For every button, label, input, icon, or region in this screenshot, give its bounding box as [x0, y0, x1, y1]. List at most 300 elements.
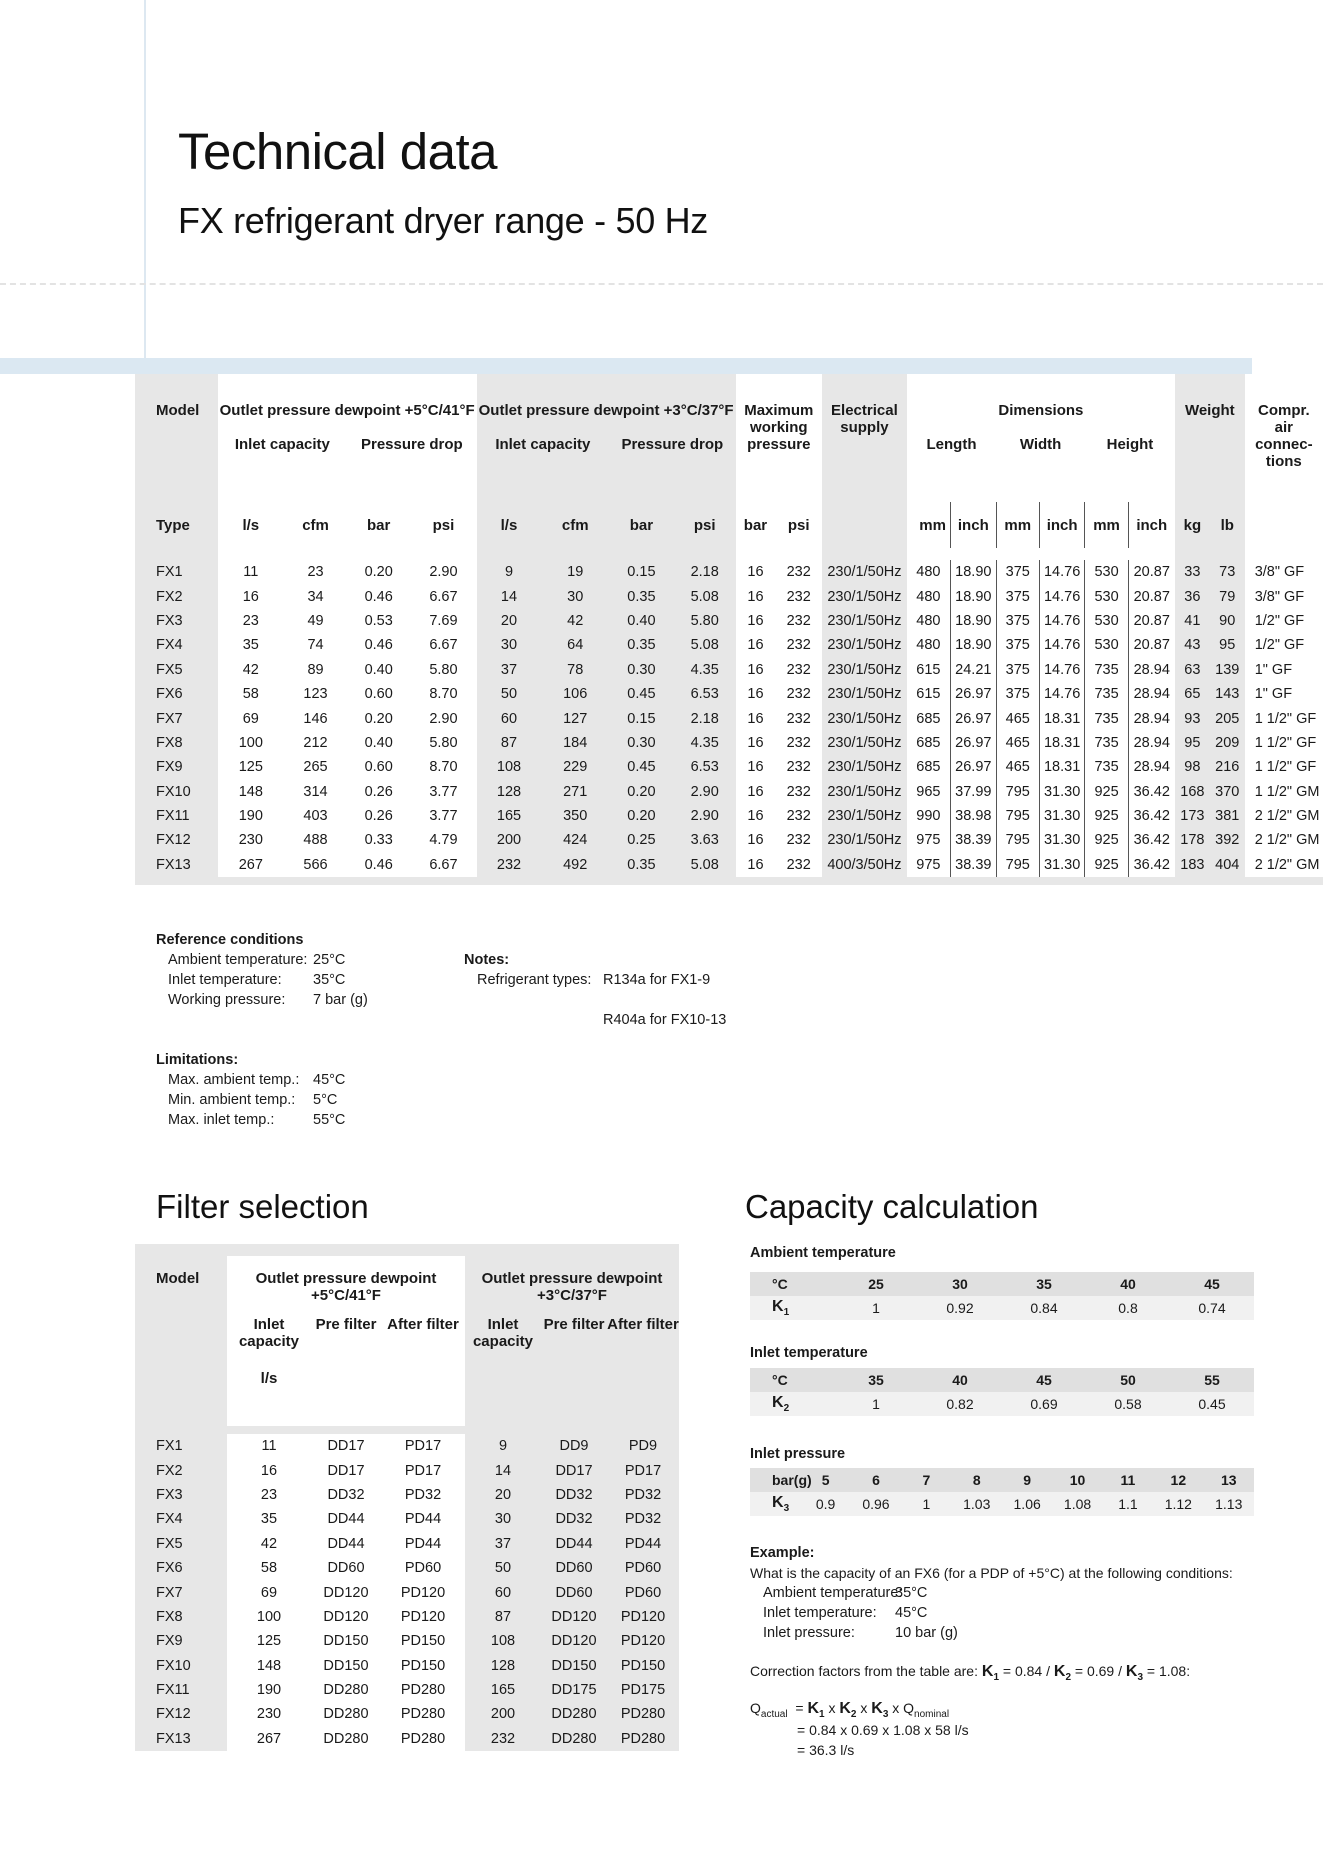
inlet-factor-table: [750, 1368, 1254, 1416]
data-cell: 5.80: [410, 731, 476, 755]
data-cell: 0.20: [609, 804, 674, 828]
data-cell: 3/8" GF: [1245, 560, 1323, 584]
data-cell: 20.87: [1128, 609, 1175, 633]
data-cell: 20: [465, 1483, 541, 1507]
data-cell: 16: [736, 682, 776, 706]
data-cell: 0.45: [609, 682, 674, 706]
data-cell: 232: [775, 560, 822, 584]
data-cell: 0.35: [609, 853, 674, 877]
table-row: [135, 1580, 679, 1604]
factor-value: 45: [1170, 1272, 1254, 1296]
data-cell: 424: [541, 828, 609, 852]
data-cell: 0.26: [347, 804, 410, 828]
data-cell: 8.70: [410, 755, 476, 779]
lim-max-inlet-value: 55°C: [313, 1112, 346, 1128]
data-cell: 0.53: [347, 609, 410, 633]
model-cell: FX10: [135, 1654, 227, 1678]
factor-value: 55: [1170, 1368, 1254, 1392]
data-cell: 148: [218, 780, 284, 804]
data-cell: 16: [227, 1458, 311, 1482]
data-cell: 173: [1175, 804, 1210, 828]
data-cell: 0.33: [347, 828, 410, 852]
data-cell: 178: [1175, 828, 1210, 852]
data-cell: PD17: [607, 1458, 679, 1482]
data-cell: PD60: [607, 1556, 679, 1580]
data-cell: 139: [1210, 658, 1245, 682]
f-hdr-pre-3: Pre filter: [541, 1310, 607, 1364]
hdr-compr-air: Compr. air connec- tions: [1245, 374, 1323, 502]
data-cell: 795: [996, 853, 1039, 877]
data-cell: 735: [1085, 755, 1128, 779]
data-cell: 0.40: [347, 731, 410, 755]
data-cell: 685: [907, 706, 951, 730]
factor-value: 7: [901, 1468, 951, 1492]
data-cell: 1" GF: [1245, 658, 1323, 682]
data-cell: 403: [284, 804, 347, 828]
data-cell: 230/1/50Hz: [822, 755, 907, 779]
hdr-dewpoint-5: Outlet pressure dewpoint +5°C/41°F: [218, 374, 477, 428]
data-cell: PD280: [381, 1727, 465, 1751]
data-cell: 0.40: [347, 658, 410, 682]
data-cell: 69: [227, 1580, 311, 1604]
data-cell: 480: [907, 560, 951, 584]
data-cell: 350: [541, 804, 609, 828]
table-row: [135, 1702, 679, 1726]
factor-k-value: 1.03: [952, 1492, 1002, 1516]
unit: mm: [996, 502, 1039, 548]
unit: psi: [775, 502, 822, 548]
data-cell: 230/1/50Hz: [822, 804, 907, 828]
data-cell: PD150: [381, 1629, 465, 1653]
data-cell: 230/1/50Hz: [822, 706, 907, 730]
hdr-inlet-3: Inlet capacity: [477, 428, 609, 502]
data-cell: 30: [477, 633, 542, 657]
data-cell: 9: [465, 1434, 541, 1458]
data-cell: 3/8" GF: [1245, 584, 1323, 608]
data-cell: 16: [736, 828, 776, 852]
data-cell: 2.90: [410, 706, 476, 730]
data-cell: 0.46: [347, 584, 410, 608]
data-cell: 14: [477, 584, 542, 608]
table-row: [135, 1727, 679, 1751]
model-cell: FX7: [135, 706, 218, 730]
factor-k-value: 0.9: [800, 1492, 850, 1516]
data-cell: 33: [1175, 560, 1210, 584]
data-cell: 6.53: [674, 682, 736, 706]
data-cell: 735: [1085, 706, 1128, 730]
table-row: [135, 1483, 679, 1507]
data-cell: 14.76: [1039, 560, 1085, 584]
data-cell: 14: [465, 1458, 541, 1482]
data-cell: PD175: [607, 1678, 679, 1702]
data-cell: 229: [541, 755, 609, 779]
data-cell: 6.67: [410, 853, 476, 877]
ambient-factor-table: [750, 1272, 1254, 1320]
data-cell: PD17: [381, 1434, 465, 1458]
data-cell: 232: [775, 584, 822, 608]
factor-value: 9: [1002, 1468, 1052, 1492]
factor-k-value: 1.08: [1052, 1492, 1102, 1516]
data-cell: 615: [907, 682, 951, 706]
data-cell: PD17: [381, 1458, 465, 1482]
factor-k-label: [750, 1492, 800, 1516]
data-cell: 267: [218, 853, 284, 877]
data-cell: 35: [218, 633, 284, 657]
data-cell: 0.20: [347, 560, 410, 584]
table-row: [135, 1556, 679, 1580]
factor-value: 11: [1103, 1468, 1153, 1492]
data-cell: 23: [227, 1483, 311, 1507]
data-cell: PD60: [381, 1556, 465, 1580]
data-cell: PD150: [381, 1654, 465, 1678]
data-cell: 26.97: [950, 682, 996, 706]
model-cell: FX12: [135, 828, 218, 852]
data-cell: 9: [477, 560, 542, 584]
k1-val: = 0.84 /: [999, 1663, 1054, 1679]
factor-k-sub: 2: [783, 1402, 790, 1414]
data-cell: DD17: [311, 1458, 381, 1482]
data-cell: 28.94: [1128, 755, 1175, 779]
model-cell: FX10: [135, 780, 218, 804]
q-actual-sub: actual: [760, 1708, 788, 1720]
data-cell: 6.67: [410, 633, 476, 657]
data-cell: 1 1/2" GF: [1245, 706, 1323, 730]
data-cell: 230: [218, 828, 284, 852]
table-row: [135, 658, 1323, 682]
data-cell: 685: [907, 755, 951, 779]
unit: mm: [1085, 502, 1128, 548]
table-row: [135, 560, 1323, 584]
unit: l/s: [218, 502, 284, 548]
data-cell: 3.77: [410, 780, 476, 804]
data-cell: PD32: [607, 1507, 679, 1531]
data-cell: 37: [477, 658, 542, 682]
model-cell: FX1: [135, 560, 218, 584]
factor-value: 40: [1086, 1272, 1170, 1296]
table-row: [135, 609, 1323, 633]
factor-k-value: 0.8: [1086, 1296, 1170, 1320]
table-row: [135, 755, 1323, 779]
unit: inch: [1128, 502, 1175, 548]
model-cell: FX12: [135, 1702, 227, 1726]
factor-k-value: 0.58: [1086, 1392, 1170, 1416]
data-cell: DD60: [541, 1556, 607, 1580]
data-cell: 2.18: [674, 706, 736, 730]
data-cell: DD120: [311, 1580, 381, 1604]
data-cell: 14.76: [1039, 633, 1085, 657]
k3-base: K: [1125, 1663, 1138, 1680]
data-cell: 106: [541, 682, 609, 706]
factor-value: 50: [1086, 1368, 1170, 1392]
hdr-width: Width: [996, 428, 1085, 502]
data-cell: 50: [465, 1556, 541, 1580]
data-cell: 465: [996, 706, 1039, 730]
data-cell: 8.70: [410, 682, 476, 706]
data-cell: 168: [1175, 780, 1210, 804]
data-cell: DD150: [311, 1629, 381, 1653]
data-cell: 965: [907, 780, 951, 804]
unit: bar: [736, 502, 776, 548]
data-cell: 16: [736, 804, 776, 828]
hdr-length: Length: [907, 428, 996, 502]
data-cell: 1/2" GF: [1245, 609, 1323, 633]
data-cell: 465: [996, 731, 1039, 755]
model-cell: FX5: [135, 1532, 227, 1556]
data-cell: PD150: [607, 1654, 679, 1678]
data-cell: 0.46: [347, 633, 410, 657]
data-cell: DD32: [541, 1507, 607, 1531]
factor-value: 6: [851, 1468, 901, 1492]
data-cell: PD120: [381, 1580, 465, 1604]
f-hdr-unit: l/s: [227, 1364, 311, 1426]
data-cell: 190: [227, 1678, 311, 1702]
factor-k-sub: 3: [783, 1502, 790, 1514]
data-cell: DD9: [541, 1434, 607, 1458]
data-cell: 18.90: [950, 609, 996, 633]
data-cell: 18.90: [950, 560, 996, 584]
data-cell: 925: [1085, 828, 1128, 852]
data-cell: 36.42: [1128, 780, 1175, 804]
f-hdr-pre-5: Pre filter: [311, 1310, 381, 1364]
notes-title: Notes:: [464, 952, 510, 968]
data-cell: 488: [284, 828, 347, 852]
data-cell: 230/1/50Hz: [822, 731, 907, 755]
data-cell: 18.31: [1039, 755, 1085, 779]
ref-ambient-label: Ambient temperature:: [168, 952, 308, 968]
data-cell: PD280: [381, 1678, 465, 1702]
data-cell: 4.35: [674, 731, 736, 755]
data-cell: 28.94: [1128, 682, 1175, 706]
model-cell: FX4: [135, 1507, 227, 1531]
model-cell: FX11: [135, 1678, 227, 1702]
data-cell: 232: [775, 755, 822, 779]
data-cell: 87: [477, 731, 542, 755]
f-hdr-inlet-5: Inlet capacity: [227, 1310, 311, 1364]
data-cell: DD32: [541, 1483, 607, 1507]
factor-value: 40: [918, 1368, 1002, 1392]
example-question: What is the capacity of an FX6 (for a PDP of +5°C) at the following conditions:: [750, 1565, 1233, 1581]
factor-k-value: 1: [834, 1392, 918, 1416]
data-cell: 16: [736, 780, 776, 804]
factor-k-label: [750, 1296, 834, 1320]
lim-max-inlet-label: Max. inlet temp.:: [168, 1112, 275, 1128]
data-cell: 925: [1085, 853, 1128, 877]
data-cell: PD44: [381, 1507, 465, 1531]
factor-value: 45: [1002, 1368, 1086, 1392]
data-cell: 230/1/50Hz: [822, 780, 907, 804]
factor-k-value: 0.74: [1170, 1296, 1254, 1320]
unit: lb: [1210, 502, 1245, 548]
factor-value: 35: [1002, 1272, 1086, 1296]
data-cell: 0.25: [609, 828, 674, 852]
unit: kg: [1175, 502, 1210, 548]
data-cell: 3.77: [410, 804, 476, 828]
data-cell: 0.46: [347, 853, 410, 877]
data-cell: 480: [907, 584, 951, 608]
data-cell: 78: [541, 658, 609, 682]
data-cell: 795: [996, 804, 1039, 828]
data-cell: 370: [1210, 780, 1245, 804]
data-cell: 4.79: [410, 828, 476, 852]
factor-k-value: 1.12: [1153, 1492, 1203, 1516]
notes-refrig-label: Refrigerant types:: [477, 972, 592, 988]
data-cell: 165: [465, 1678, 541, 1702]
data-cell: 63: [1175, 658, 1210, 682]
data-cell: 0.60: [347, 682, 410, 706]
model-cell: FX13: [135, 853, 218, 877]
data-cell: DD120: [311, 1605, 381, 1629]
data-cell: 38.39: [950, 828, 996, 852]
data-cell: 232: [775, 731, 822, 755]
formula-line-3: = 36.3 l/s: [797, 1742, 855, 1758]
data-cell: 35: [227, 1507, 311, 1531]
data-cell: 2 1/2" GM: [1245, 804, 1323, 828]
data-cell: 146: [284, 706, 347, 730]
data-cell: DD32: [311, 1483, 381, 1507]
data-cell: 2.18: [674, 560, 736, 584]
ref-working-value: 7 bar (g): [313, 992, 368, 1008]
ref-inlet-value: 35°C: [313, 972, 346, 988]
data-cell: 530: [1085, 584, 1128, 608]
data-cell: 108: [477, 755, 542, 779]
data-cell: 400/3/50Hz: [822, 853, 907, 877]
data-cell: 0.26: [347, 780, 410, 804]
data-cell: 232: [775, 706, 822, 730]
data-cell: PD32: [607, 1483, 679, 1507]
factor-k-value: 0.96: [851, 1492, 901, 1516]
capacity-title: Capacity calculation: [745, 1188, 1039, 1225]
data-cell: 79: [1210, 584, 1245, 608]
data-cell: 566: [284, 853, 347, 877]
data-cell: 735: [1085, 682, 1128, 706]
data-cell: 232: [775, 658, 822, 682]
data-cell: 232: [775, 682, 822, 706]
data-cell: 30: [465, 1507, 541, 1531]
data-cell: 230/1/50Hz: [822, 828, 907, 852]
data-cell: 31.30: [1039, 780, 1085, 804]
data-cell: 0.30: [609, 658, 674, 682]
pressure-factor-table: [750, 1468, 1254, 1516]
k3-val: = 1.08:: [1143, 1663, 1191, 1679]
data-cell: 685: [907, 731, 951, 755]
hdr-max-pressure: Maximum working pressure: [736, 374, 822, 502]
data-cell: 60: [477, 706, 542, 730]
dashed-divider: [0, 283, 1323, 285]
data-cell: 1 1/2" GF: [1245, 755, 1323, 779]
header-band: [0, 358, 1252, 374]
factor-k-label: [750, 1392, 834, 1416]
inlet-pressure-label: Inlet pressure: [750, 1446, 846, 1462]
data-cell: DD44: [311, 1507, 381, 1531]
data-cell: 271: [541, 780, 609, 804]
factor-value: 25: [834, 1272, 918, 1296]
data-cell: DD17: [311, 1434, 381, 1458]
factor-k-base: K: [772, 1494, 784, 1512]
data-cell: 375: [996, 633, 1039, 657]
data-cell: 209: [1210, 731, 1245, 755]
data-cell: DD280: [541, 1727, 607, 1751]
data-cell: 314: [284, 780, 347, 804]
data-cell: 123: [284, 682, 347, 706]
data-cell: 100: [218, 731, 284, 755]
data-cell: 232: [775, 780, 822, 804]
f-hdr-after-5: After filter: [381, 1310, 465, 1364]
factor-unit-label: °C: [750, 1272, 834, 1296]
data-cell: 14.76: [1039, 658, 1085, 682]
data-cell: PD120: [607, 1605, 679, 1629]
k3-sub: 3: [1137, 1671, 1143, 1683]
hdr-dewpoint-3: Outlet pressure dewpoint +3°C/37°F: [477, 374, 736, 428]
table-row: [135, 584, 1323, 608]
data-cell: 128: [477, 780, 542, 804]
data-cell: 0.35: [609, 584, 674, 608]
limitations-title: Limitations:: [156, 1052, 239, 1068]
lim-min-amb-label: Min. ambient temp.:: [168, 1092, 296, 1108]
corr-prefix: Correction factors from the table are:: [750, 1663, 982, 1679]
data-cell: 89: [284, 658, 347, 682]
data-cell: DD280: [541, 1702, 607, 1726]
table-row: [135, 1654, 679, 1678]
table-row: [135, 1458, 679, 1482]
factor-k-base: K: [772, 1394, 784, 1412]
data-cell: 0.60: [347, 755, 410, 779]
data-cell: 1 1/2" GF: [1245, 731, 1323, 755]
data-cell: 184: [541, 731, 609, 755]
data-cell: 65: [1175, 682, 1210, 706]
k1-base: K: [981, 1663, 994, 1680]
data-cell: PD60: [607, 1580, 679, 1604]
data-cell: 28.94: [1128, 658, 1175, 682]
data-cell: 200: [465, 1702, 541, 1726]
data-cell: 16: [218, 584, 284, 608]
k2-sub: 2: [1065, 1671, 1071, 1683]
data-cell: 230/1/50Hz: [822, 658, 907, 682]
data-cell: 31.30: [1039, 828, 1085, 852]
data-cell: 795: [996, 828, 1039, 852]
unit: inch: [950, 502, 996, 548]
data-cell: 1/2" GF: [1245, 633, 1323, 657]
data-cell: 95: [1175, 731, 1210, 755]
factor-k-value: 0.82: [918, 1392, 1002, 1416]
data-cell: DD280: [311, 1702, 381, 1726]
factor-k-value: 0.92: [918, 1296, 1002, 1320]
data-cell: 36.42: [1128, 853, 1175, 877]
data-cell: 41: [1175, 609, 1210, 633]
ambient-label: Ambient temperature: [750, 1245, 896, 1261]
hdr-pdrop-5: Pressure drop: [347, 428, 477, 502]
data-cell: 190: [218, 804, 284, 828]
data-cell: PD280: [381, 1702, 465, 1726]
factor-value: 5: [800, 1468, 850, 1492]
data-cell: 20.87: [1128, 584, 1175, 608]
unit: cfm: [284, 502, 347, 548]
model-cell: FX1: [135, 1434, 227, 1458]
data-cell: 37: [465, 1532, 541, 1556]
data-cell: 34: [284, 584, 347, 608]
factor-k-value: 1.06: [1002, 1492, 1052, 1516]
k1-sub: 1: [993, 1671, 999, 1683]
data-cell: 16: [736, 853, 776, 877]
data-cell: 5.08: [674, 853, 736, 877]
data-cell: 0.30: [609, 731, 674, 755]
data-cell: 16: [736, 584, 776, 608]
data-cell: 465: [996, 755, 1039, 779]
data-cell: 19: [541, 560, 609, 584]
ref-ambient-value: 25°C: [313, 952, 346, 968]
data-cell: 5.08: [674, 584, 736, 608]
data-cell: PD44: [607, 1532, 679, 1556]
factor-k-base: K: [772, 1298, 784, 1316]
